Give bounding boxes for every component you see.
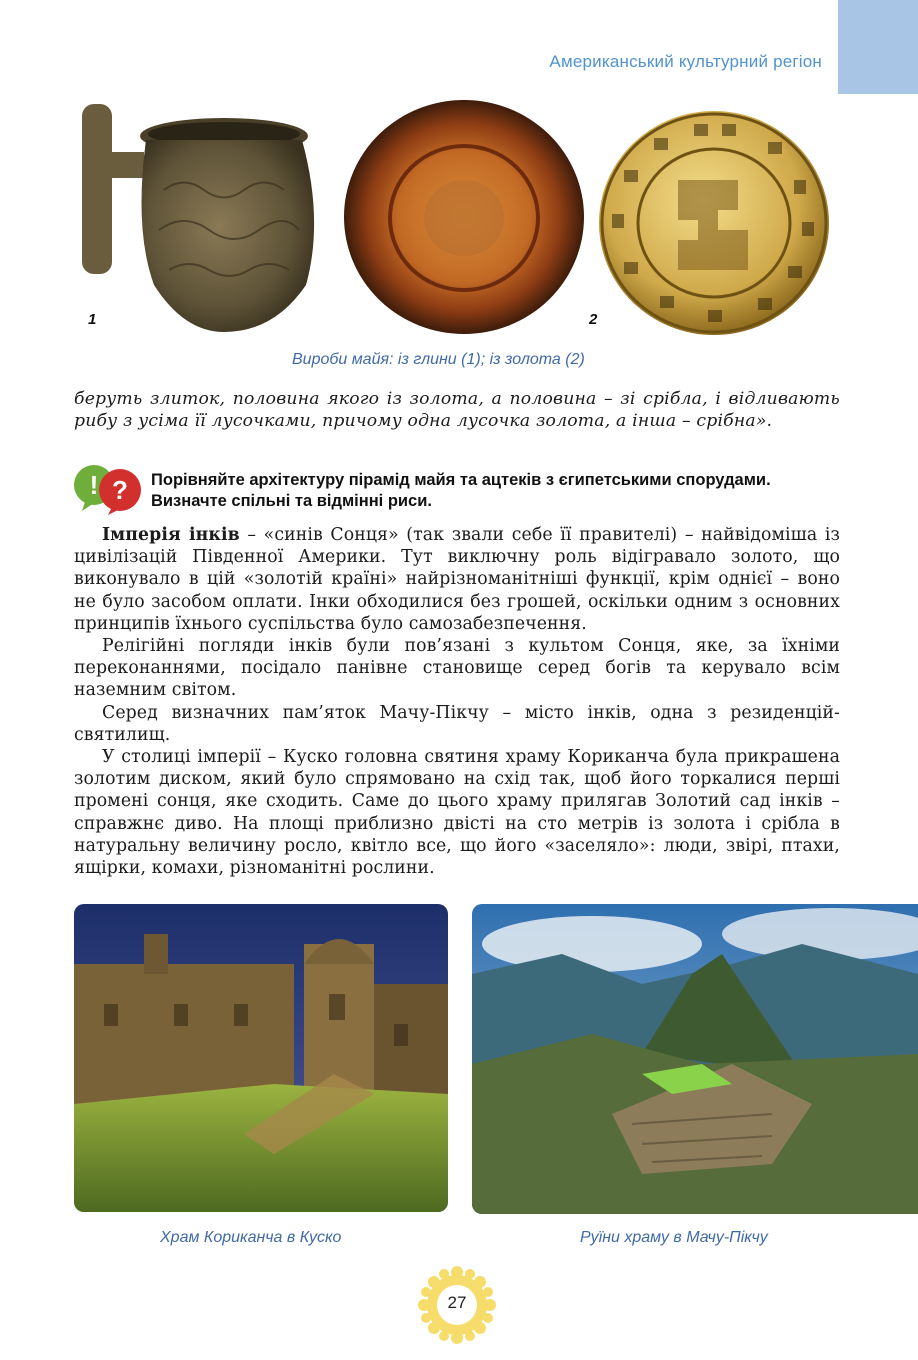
figure-caption-maya: Вироби майя: із глини (1); із золота (2) <box>292 351 585 368</box>
svg-text:!: ! <box>89 470 99 500</box>
paragraph-inca-empire-text: – «синів Сонця» (так звали себе її правителі) – найвідоміша із цивілізацій Південної Америки. Тут виключну роль відігравало золото, що виконувало в цій «золотій країні» найрізноманітніші функції, крім однієї – воно не було засобом оплати. Інки обходилися без грошей, оскільки одним з основних принципів їхнього суспільства було самозабезпечення. <box>74 525 840 634</box>
term-inca-empire: Імперія інків <box>102 525 240 545</box>
coricancha-temple-photo <box>74 904 448 1212</box>
photo-caption-coricancha: Храм Кориканча в Куско <box>160 1229 342 1246</box>
paragraph-cusco: У столиці імперії – Куско головна святиня храму Кориканча була прикрашена золотим диском, який було спрямовано на схід так, щоб його торкалися перші промені сонця, яке сходить. Саме до цього храму прилягав Золотий сад інків – справжнє диво. На площі приблизно двісті на сто метрів із золота і срібла в натуральну величину росло, квітло все, що його «заселяло»: люди, звірі, птахи, ящірки, комахи, різноманітні рослини. <box>74 747 840 879</box>
quote-text: беруть злиток, половина якого із золота, а половина – зі срібла, і відливають рибу з усіма її лусочками, причому одна лусочка золота, а інша – срібна». <box>74 389 840 431</box>
maya-painted-plate-image <box>343 98 586 336</box>
main-text <box>74 524 840 879</box>
corner-tab <box>838 0 918 94</box>
maya-gold-calendar-image <box>598 110 830 336</box>
machu-picchu-photo <box>472 904 918 1214</box>
task-prompt: Порівняйте архітектуру пірамід майя та ацтеків з єгипетськими спорудами. Визначте спільні та відмінні риси. <box>151 471 771 510</box>
running-header: Американський культурний регіон <box>549 52 822 71</box>
figure-number-1: 1 <box>88 311 97 328</box>
paragraph-inca-empire <box>74 524 840 635</box>
svg-text:?: ? <box>112 475 128 505</box>
question-exclamation-icon <box>72 463 144 515</box>
paragraph-machu-picchu: Серед визначних пам’яток Мачу-Пікчу – місто інків, одна з резиденцій-святилищ. <box>74 702 840 745</box>
maya-clay-vessel-image <box>74 100 330 336</box>
paragraph-religion: Релігійні погляди інків були пов’язані з культом Сонця, яке, за їхніми переконаннями, посідало панівне становище серед богів та керувало всім наземним світом. <box>74 636 840 701</box>
figure-number-2: 2 <box>589 311 598 328</box>
photo-caption-machu-picchu: Руїни храму в Мачу-Пікчу <box>580 1229 768 1246</box>
page-number: 27 <box>447 1293 467 1312</box>
